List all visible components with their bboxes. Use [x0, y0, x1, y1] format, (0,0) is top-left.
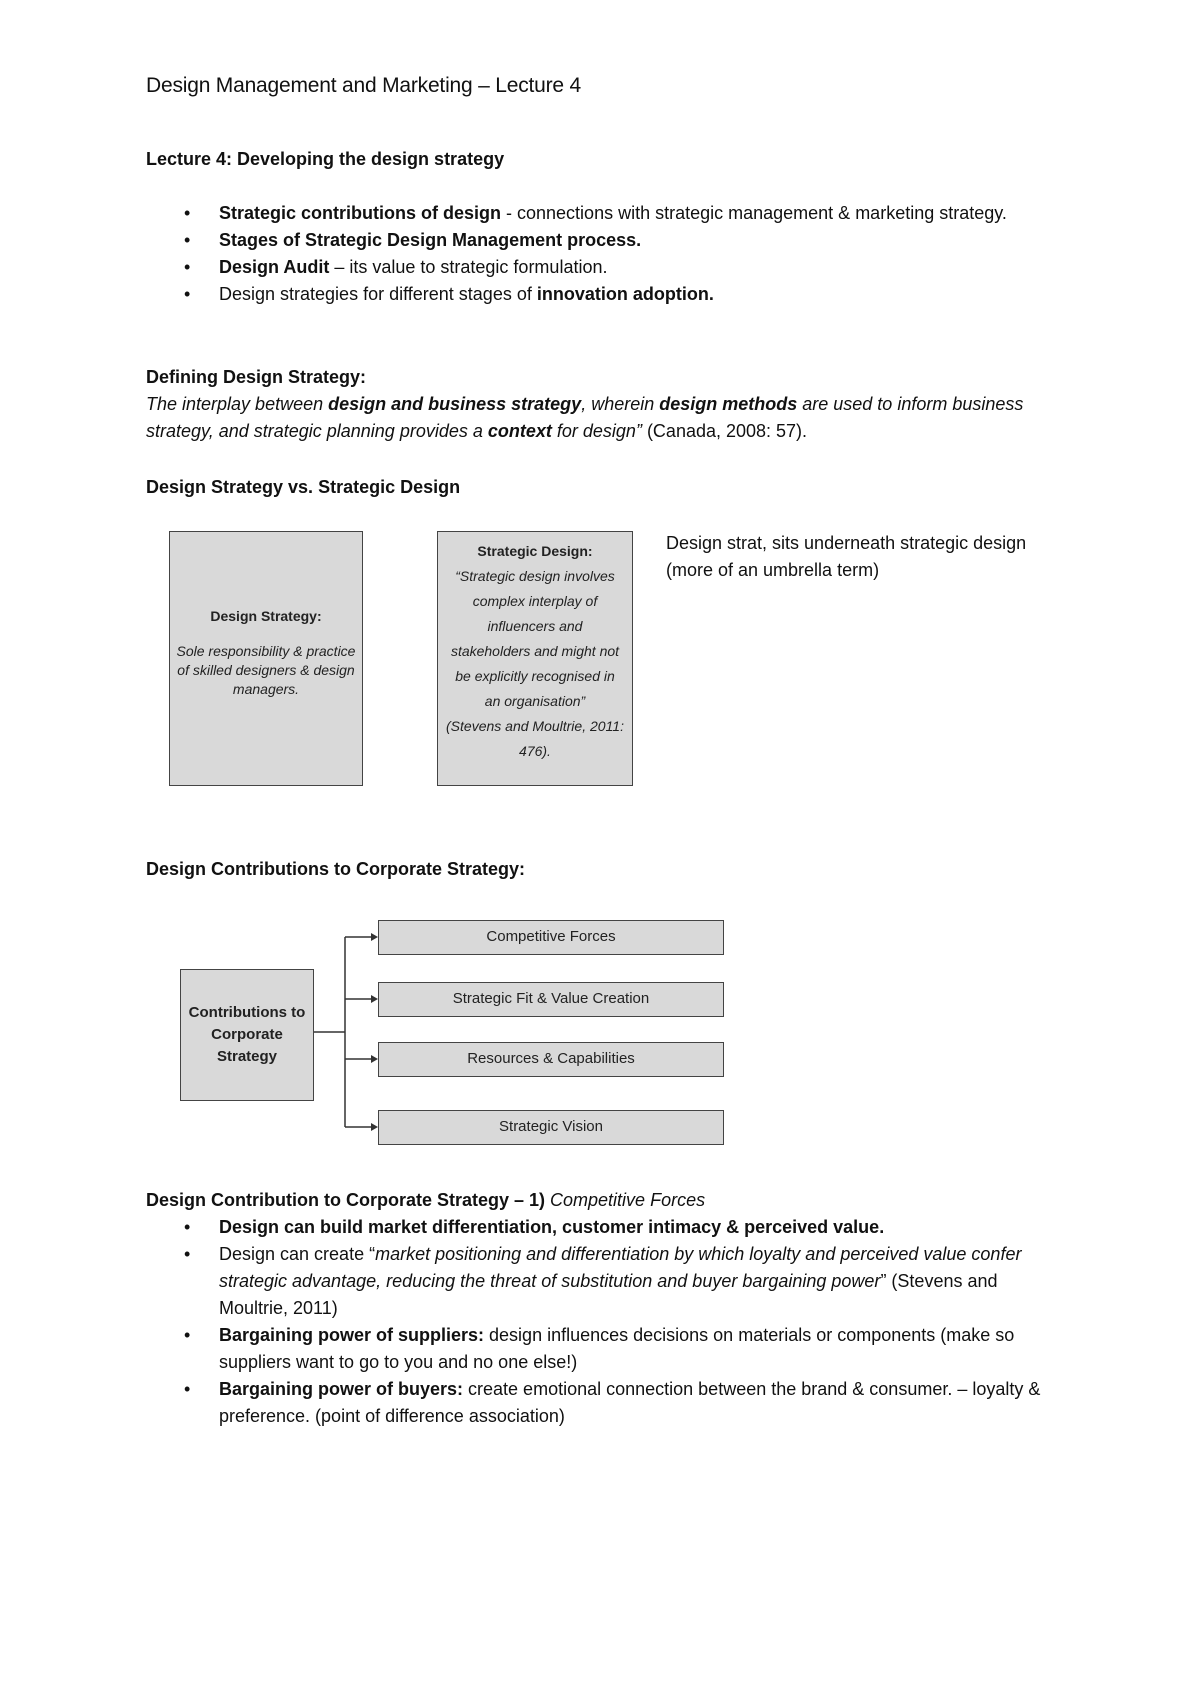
list-item: • Stages of Strategic Design Management process. [146, 227, 1046, 254]
side-note: Design strat, sits underneath strategic design (more of an umbrella term) [666, 533, 1027, 580]
competitive-section [146, 1187, 1066, 1430]
contribution-box-strategic-vision [378, 1110, 724, 1145]
arrowhead [371, 1123, 378, 1131]
contributions-center-box [180, 969, 314, 1101]
contribution-box-competitive-forces [378, 920, 724, 955]
definition-quote: The interplay between design and business strategy, wherein design methods are used to inform business strategy, and strategic planning provides a context for design” (Canada, 2008: 57). [146, 394, 1024, 441]
strategic-design-text: “Strategic design involves complex interplay of influencers and stakeholders and might not be explicitly recognised in an organisation” [450, 568, 620, 709]
competitive-heading: Design Contribution to Corporate Strategy – 1) Competitive Forces [146, 1190, 706, 1210]
arrowhead [371, 1055, 378, 1063]
defining-heading: Defining Design Strategy: [146, 367, 367, 387]
vs-heading: Design Strategy vs. Strategic Design [146, 477, 461, 497]
contributions-center-label: Contributions to Corporate Strategy [188, 1004, 306, 1065]
list-item: • Design Audit – its value to strategic formulation. [146, 254, 1046, 281]
arrowhead [371, 933, 378, 941]
list-item: • Bargaining power of suppliers: design influences decisions on materials or components (make so suppliers want to go to you and no one else!) [146, 1322, 1066, 1376]
design-strategy-title: Design Strategy: [210, 608, 322, 624]
list-item: • Strategic contributions of design - connections with strategic management & marketing strategy. [146, 200, 1046, 227]
lecture-heading: Lecture 4: Developing the design strategy [146, 149, 505, 169]
list-item: • Design can create “market positioning and differentiation by which loyalty and perceived value confer strategic advantage, reducing the threat of substitution and buyer bargaining power” (Stevens and Moultrie, 2011) [146, 1241, 1066, 1322]
list-item: • Design strategies for different stages of innovation adoption. [146, 281, 1046, 308]
contribution-label: Competitive Forces [486, 928, 616, 945]
contribution-label: Strategic Vision [499, 1118, 603, 1135]
list-item: • Design can build market differentiation, customer intimacy & perceived value. [146, 1214, 1066, 1241]
contribution-label: Resources & Capabilities [467, 1050, 635, 1067]
strategic-design-citation: (Stevens and Moultrie, 2011: 476). [446, 718, 624, 759]
contribution-box-strategic-fit [378, 982, 724, 1017]
contributions-heading: Design Contributions to Corporate Strategy: [146, 859, 526, 879]
contribution-label: Strategic Fit & Value Creation [452, 990, 650, 1007]
contribution-box-resources [378, 1042, 724, 1077]
arrowhead [371, 995, 378, 1003]
document-title: Design Management and Marketing – Lecture 4 [146, 74, 581, 97]
list-item: • Bargaining power of buyers: create emotional connection between the brand & consumer. – loyalty & preference. (point of difference association) [146, 1376, 1066, 1430]
competitive-bullet-list [146, 1214, 1066, 1430]
strategic-design-title: Strategic Design: [477, 543, 593, 559]
design-strategy-text: Sole responsibility & practice of skilled designers & design managers. [176, 643, 356, 697]
